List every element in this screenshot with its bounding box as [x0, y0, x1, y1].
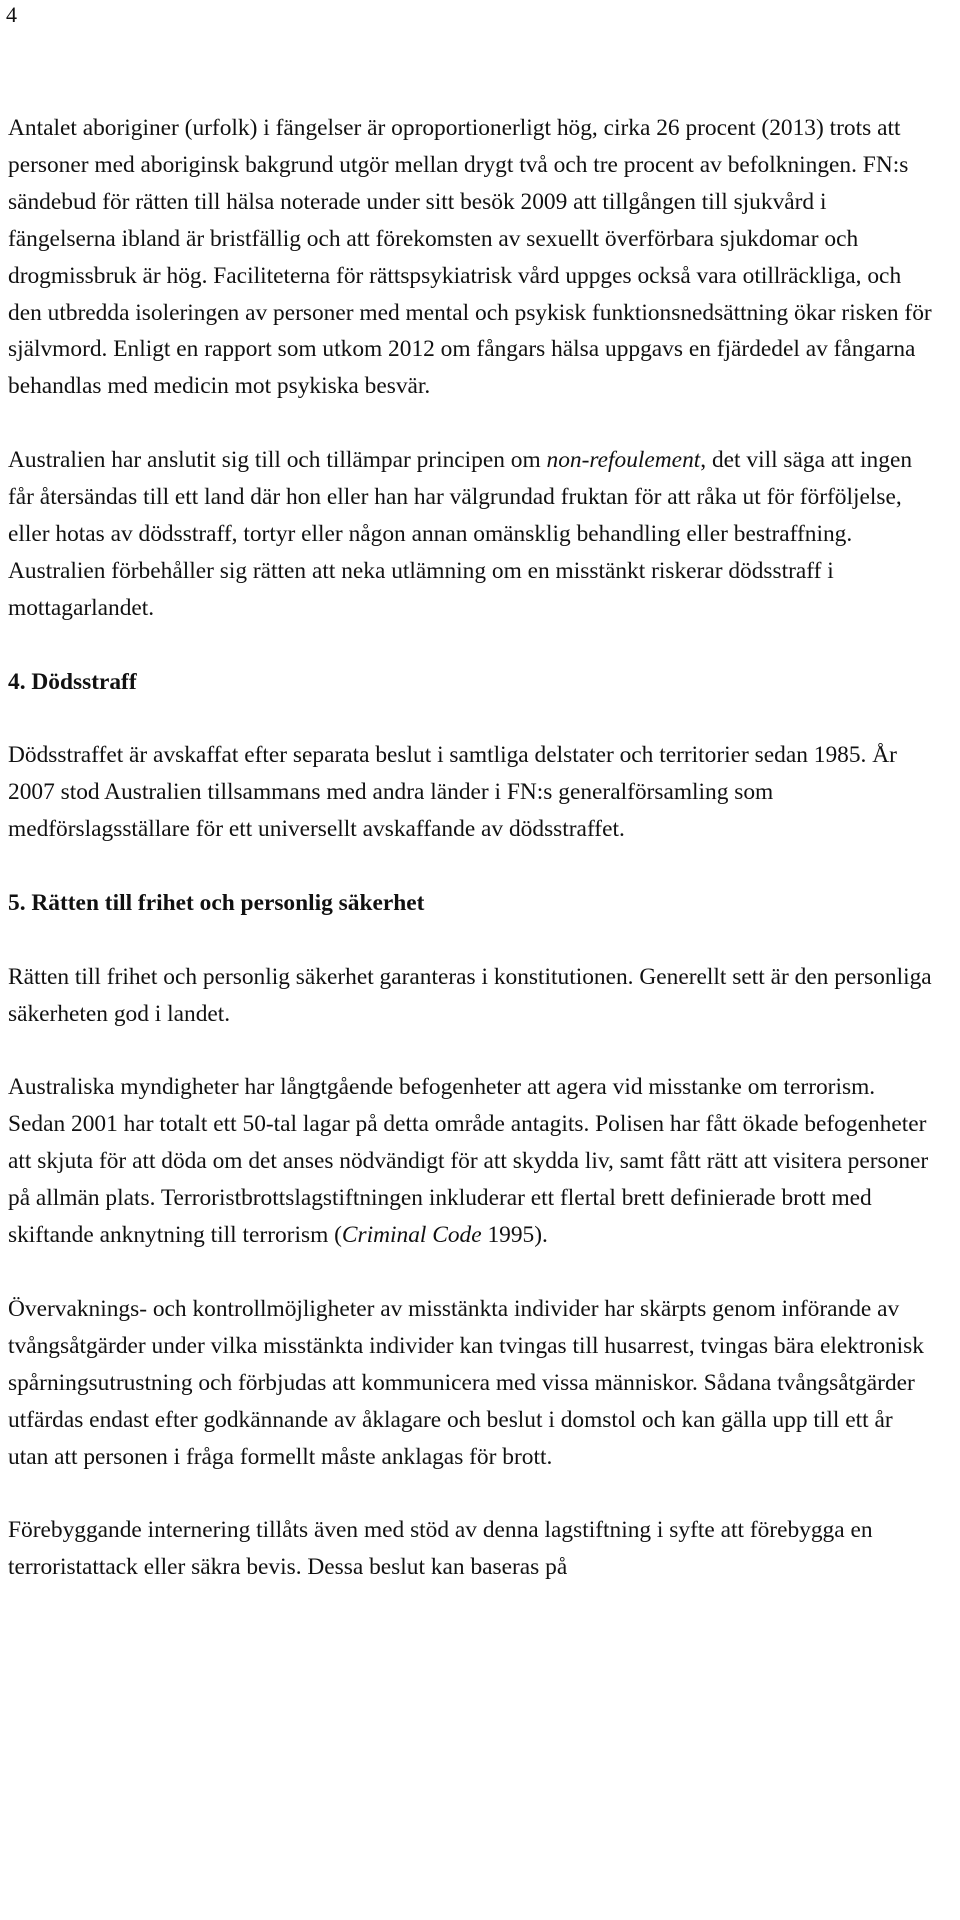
non-refoulement-term: non-refoulement: [546, 447, 701, 474]
paragraph-non-refoulement-text-end: , det vill säga att ingen får återsändas till ett land där hon eller han har välgrundad fruktan för att råka ut för förföljelse, eller hotas av dödsstraff, tortyr eller någon annan omänsklig behandling eller bestraffning. Australien förbehåller sig rätten att neka utlämning om en misstänkt riskerar dödsstraff i mottagarlandet.: [8, 447, 913, 621]
heading-death-penalty: 4. Dödsstraff: [8, 668, 137, 695]
page-number: 4: [6, 2, 17, 27]
paragraph-liberty-constitution: Rätten till frihet och personlig säkerhet garanteras i konstitutionen. Generellt sett är den personliga säkerheten god i landet.: [8, 963, 932, 1027]
paragraph-preventive-detention: Förebyggande internering tillåts även med stöd av denna lagstiftning i syfte att förebygga en terroristattack eller säkra bevis. Dessa beslut kan baseras på: [8, 1517, 873, 1581]
paragraph-prison-health: Antalet aboriginer (urfolk) i fängelser är oproportionerligt hög, cirka 26 procent (2013) trots att personer med aboriginsk bakgrund utgör mellan drygt två och tre procent av befolkningen. FN:s sändebud för rätten till hälsa noterade under sitt besök 2009 att tillgången till sjukvård i fängelserna ibland är bristfällig och att förekomsten av sexuellt överförbara sjukdomar och drogmissbruk är hög. Faciliteterna för rättspsykiatrisk vård uppges också vara otillräckliga, och den utbredda isoleringen av personer med mental och psykisk funktionsnedsättning ökar risken för självmord. Enligt en rapport som utkom 2012 om fångars hälsa uppgavs en fjärdedel av fångarna behandlas med medicin mot psykiska besvär.: [8, 115, 932, 400]
paragraph-surveillance: Övervaknings- och kontrollmöjligheter av misstänkta individer har skärpts genom införande av tvångsåtgärder under vilka misstänkta individer kan tvingas till husarrest, tvingas bära elektronisk spårningsutrustning och förbjudas att kommunicera med vissa människor. Sådana tvångsåtgärder utfärdas endast efter godkännande av åklagare och beslut i domstol och kan gälla upp till ett år utan att personen i fråga formellt måste anklagas för brott.: [8, 1295, 924, 1470]
document-body: [8, 110, 933, 1586]
criminal-code-title: Criminal Code: [341, 1222, 482, 1249]
paragraph-death-penalty: Dödsstraffet är avskaffat efter separata beslut i samtliga delstater och territorier sedan 1985. År 2007 stod Australien tillsammans med andra länder i FN:s generalförsamling som medförslagsställare för ett universellt avskaffande av dödsstraffet.: [8, 742, 897, 843]
paragraph-non-refoulement-text-start: Australien har anslutit sig till och tillämpar principen om: [8, 447, 547, 474]
paragraph-terrorism-text-end: 1995).: [481, 1222, 548, 1249]
heading-liberty-security: 5. Rätten till frihet och personlig säkerhet: [8, 889, 425, 916]
paragraph-non-refoulement: [8, 442, 933, 627]
paragraph-terrorism-laws: [8, 1069, 933, 1254]
paragraph-terrorism-text-start: Australiska myndigheter har långtgående befogenheter att agera vid misstanke om terrorism. Sedan 2001 har totalt ett 50-tal lagar på detta område antagits. Polisen har fått ökade befogenheter att skjuta för att döda om det anses nödvändigt för att skydda liv, samt fått rätt att visitera personer på allmän plats. Terroristbrottslagstiftningen inkluderar ett flertal brett definierade brott med skiftande anknytning till terrorism (: [8, 1074, 929, 1249]
